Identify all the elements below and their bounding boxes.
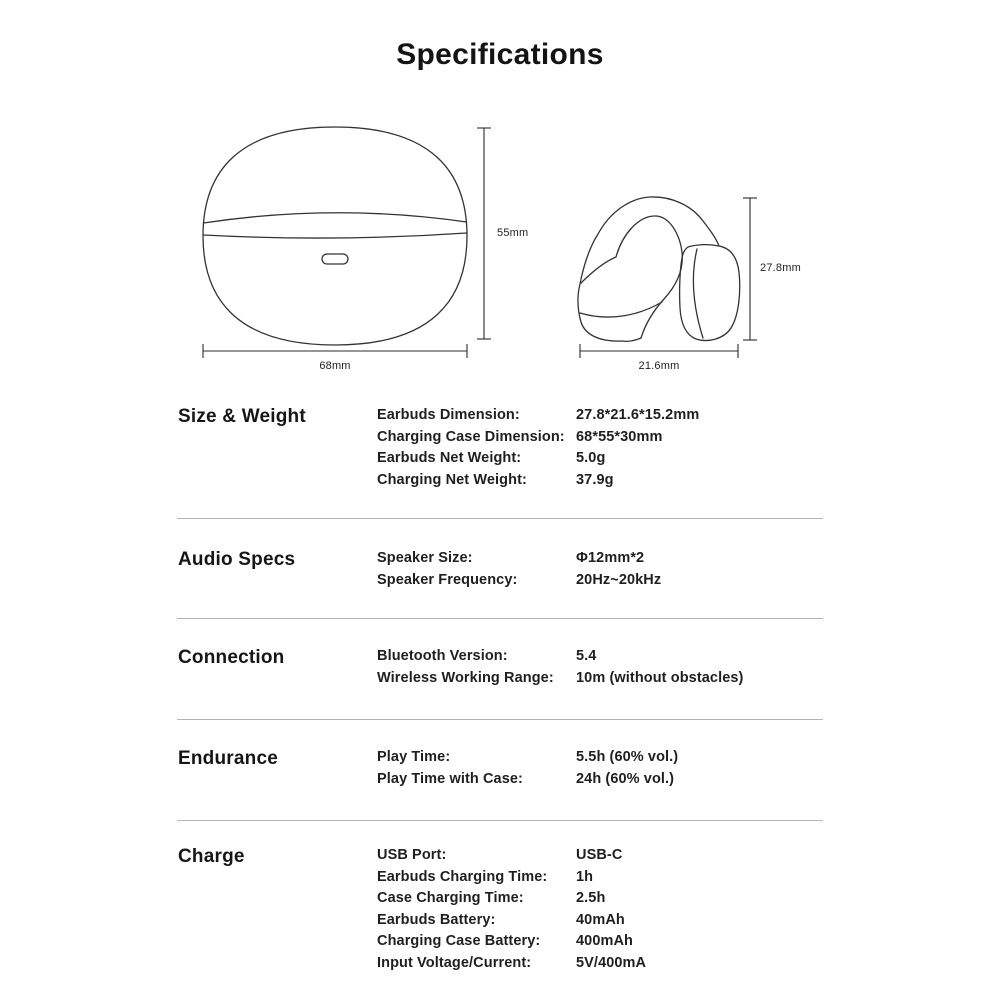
spec-row [377, 668, 823, 690]
spec-row [377, 548, 823, 570]
section-title: Connection [178, 647, 285, 668]
spec-value: 1h [576, 868, 594, 885]
spec-row [377, 646, 823, 668]
section-title: Size & Weight [178, 406, 306, 427]
spec-row [377, 845, 823, 867]
spec-label: Charging Case Battery: [377, 933, 541, 950]
spec-value: 68*55*30mm [576, 428, 663, 445]
spec-value: 20Hz~20kHz [576, 571, 662, 588]
spec-label: Speaker Frequency: [377, 571, 518, 588]
page-title: Specifications [396, 38, 604, 71]
earbud-width-label: 21.6mm [638, 360, 680, 372]
spec-label: Charging Net Weight: [377, 471, 527, 488]
spec-value: 27.8*21.6*15.2mm [576, 407, 700, 423]
earbud-height-dimension [743, 198, 801, 340]
spec-label: USB Port: [377, 847, 447, 863]
earbud-height-label: 27.8mm [760, 262, 801, 274]
spec-label: Bluetooth Version: [377, 648, 508, 664]
spec-rows [377, 845, 823, 975]
earbud-drawing [578, 197, 740, 341]
section-title: Charge [178, 846, 245, 867]
spec-row [377, 747, 823, 769]
case-height-dimension [477, 128, 528, 339]
spec-label: Earbuds Charging Time: [377, 868, 548, 885]
case-width-label: 68mm [319, 360, 351, 372]
section-title: Endurance [178, 748, 278, 769]
case-width-dimension [203, 344, 467, 372]
section-title: Audio Specs [178, 549, 296, 570]
spec-rows [377, 405, 823, 491]
section-divider [177, 618, 823, 619]
spec-label: Charging Case Dimension: [377, 428, 565, 445]
spec-label: Case Charging Time: [377, 890, 524, 907]
spec-label: Earbuds Dimension: [377, 407, 520, 423]
spec-row [377, 570, 823, 592]
spec-row [377, 953, 823, 975]
spec-row [377, 888, 823, 910]
spec-value: 37.9g [576, 471, 614, 488]
spec-value: USB-C [576, 847, 623, 863]
spec-label: Speaker Size: [377, 550, 473, 566]
spec-rows [377, 646, 823, 689]
spec-rows [377, 747, 823, 790]
case-height-label: 55mm [497, 227, 529, 239]
spec-value: 10m (without obstacles) [576, 669, 744, 686]
spec-label: Play Time: [377, 749, 451, 765]
spec-value: 5.5h (60% vol.) [576, 749, 679, 765]
earbud-width-dimension [580, 344, 738, 372]
spec-value: 24h (60% vol.) [576, 770, 675, 787]
spec-label: Earbuds Net Weight: [377, 450, 522, 467]
spec-row [377, 405, 823, 427]
product-dimension-diagram [0, 0, 1000, 400]
spec-value: 5.4 [576, 648, 597, 664]
spec-row [377, 769, 823, 791]
spec-value: 5.0g [576, 450, 606, 467]
spec-value: 2.5h [576, 890, 606, 907]
spec-row [377, 470, 823, 492]
section-divider [177, 719, 823, 720]
spec-row [377, 867, 823, 889]
spec-row [377, 910, 823, 932]
spec-label: Wireless Working Range: [377, 669, 554, 686]
section-divider [177, 518, 823, 519]
section-divider [177, 820, 823, 821]
spec-label: Earbuds Battery: [377, 911, 496, 928]
spec-label: Input Voltage/Current: [377, 954, 532, 971]
spec-value: 400mAh [576, 933, 634, 950]
spec-row [377, 931, 823, 953]
spec-value: Φ12mm*2 [576, 550, 645, 566]
spec-row [377, 448, 823, 470]
spec-value: 5V/400mA [576, 954, 647, 971]
spec-row [377, 427, 823, 449]
spec-label: Play Time with Case: [377, 770, 523, 787]
charging-case-drawing [203, 127, 467, 345]
spec-value: 40mAh [576, 911, 625, 928]
spec-rows [377, 548, 823, 591]
